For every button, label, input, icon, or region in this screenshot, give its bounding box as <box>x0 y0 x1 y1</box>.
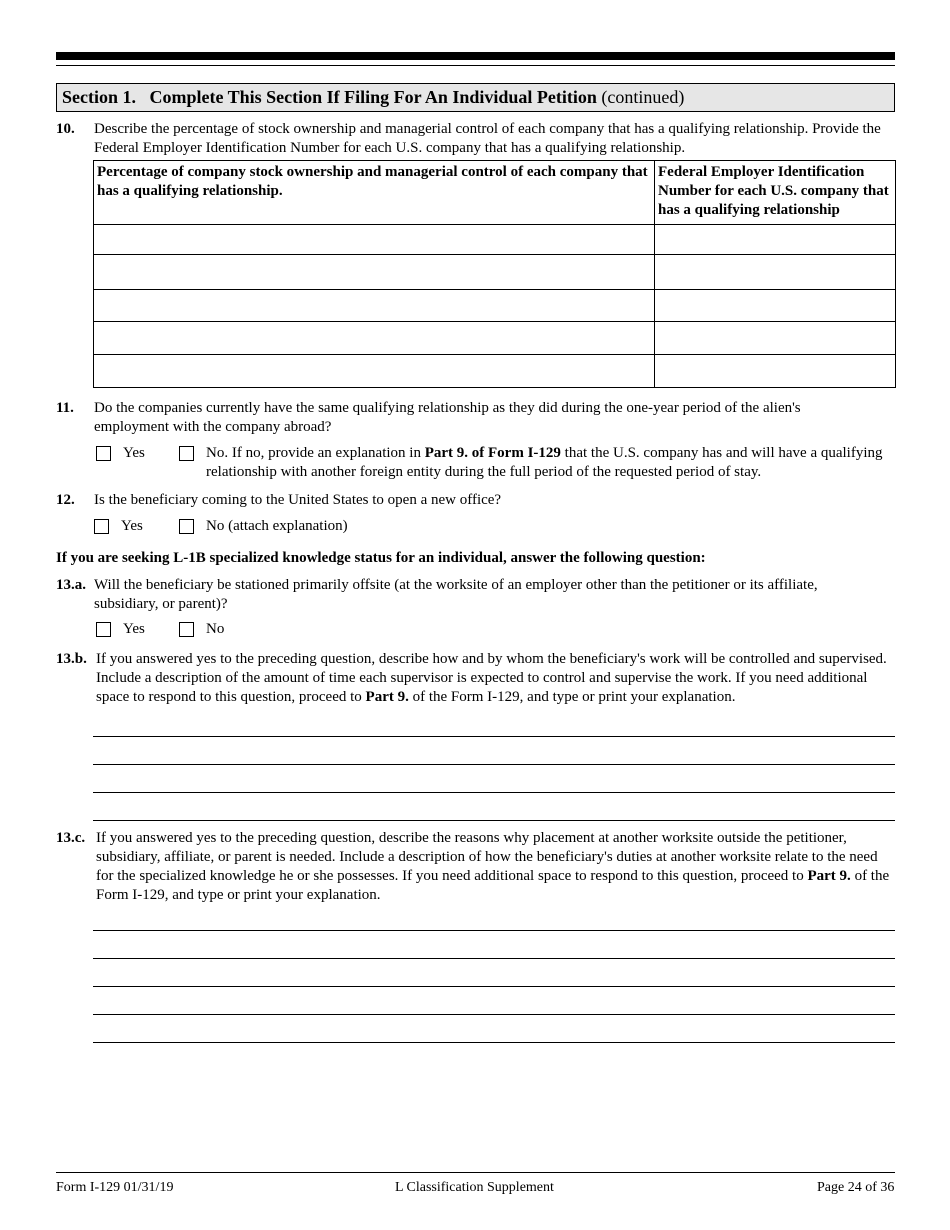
q13c-answer-line[interactable] <box>93 1014 895 1015</box>
q12-yes-checkbox[interactable] <box>94 519 109 534</box>
q11-no-checkbox[interactable] <box>179 446 194 461</box>
q11-part9-ref: Part 9. of Form I-129 <box>424 445 561 461</box>
q13a-number: 13.a. <box>56 577 86 593</box>
fein-input[interactable] <box>655 322 895 354</box>
q12-no-checkbox[interactable] <box>179 519 194 534</box>
table-header-row <box>94 161 896 225</box>
q13b-answer-line[interactable] <box>93 792 895 793</box>
q13c-text <box>96 829 894 905</box>
q11-no-label <box>206 444 896 482</box>
q13b-text <box>96 650 894 707</box>
table-row <box>94 290 896 322</box>
q13a-no-label: No <box>206 621 225 637</box>
top-thin-rule <box>56 65 895 66</box>
table-row <box>94 355 896 388</box>
q11-text: Do the companies currently have the same qualifying relationship as they did during the one-year period of the alien's employment with the company abroad? <box>94 400 801 435</box>
q13c-answer-line[interactable] <box>93 986 895 987</box>
q10-text: Describe the percentage of stock ownership and managerial control of each company that has a qualifying relationship. Provide the Federal Employer Identification Number for each U.S. company that has a qualifying relationship. <box>94 121 881 156</box>
ownership-input[interactable] <box>94 322 654 354</box>
q11-number: 11. <box>56 400 74 416</box>
ownership-input[interactable] <box>94 255 654 289</box>
q13c-number: 13.c. <box>56 830 86 846</box>
ownership-input[interactable] <box>94 225 654 254</box>
q13c-answer-line[interactable] <box>93 930 895 931</box>
q13c-part9-ref: Part 9. <box>807 868 851 884</box>
q13c-text-rest: of the Form I-129, and type or print your explanation. <box>96 868 890 903</box>
ownership-input[interactable] <box>94 290 654 321</box>
fein-column-header: Federal Employer Identification Number for each U.S. company that has a qualifying relationship <box>655 161 896 225</box>
ownership-table <box>93 160 896 388</box>
q13a-yes-checkbox[interactable] <box>96 622 111 637</box>
fein-input[interactable] <box>655 225 895 254</box>
section-title: Complete This Section If Filing For An Individual Petition <box>149 87 597 107</box>
q13b-answer-line[interactable] <box>93 764 895 765</box>
table-row <box>94 255 896 290</box>
footer-page-number: Page 24 of 36 <box>817 1180 895 1195</box>
q10-number: 10. <box>56 121 75 137</box>
q13b-answer-line[interactable] <box>93 820 895 821</box>
q11-yes-label: Yes <box>123 445 145 461</box>
q13a-no-checkbox[interactable] <box>179 622 194 637</box>
footer-form-id: Form I-129 01/31/19 <box>56 1180 174 1195</box>
fein-input[interactable] <box>655 355 895 387</box>
section-suffix: (continued) <box>601 87 685 107</box>
q13c-answer-line[interactable] <box>93 958 895 959</box>
q13b-text-rest: of the Form I-129, and type or print your explanation. <box>408 689 736 705</box>
q12-yes-label: Yes <box>121 518 143 534</box>
q13a-yes-label: Yes <box>123 621 145 637</box>
l1b-heading: If you are seeking L-1B specialized knowledge status for an individual, answer the following question: <box>56 550 706 566</box>
q11-no-label-rest: that the U.S. company has and will have a qualifying relationship with another foreign entity during the full period of the requested period of stay. <box>206 445 883 480</box>
q11-no-label-text: No. If no, provide an explanation in <box>206 445 425 461</box>
ownership-input[interactable] <box>94 355 654 387</box>
q13c-text-main: If you answered yes to the preceding question, describe the reasons why placement at another worksite outside the petitioner, subsidiary, affiliate, or parent is needed. Include a description of how the beneficiary's duties at another worksite relate to the need for the specialized knowledge he or she possesses. If you need additional space to respond to this question, proceed to <box>96 830 878 884</box>
q13b-part9-ref: Part 9. <box>365 689 409 705</box>
q12-number: 12. <box>56 492 75 508</box>
section-header <box>56 83 895 112</box>
q12-text: Is the beneficiary coming to the United States to open a new office? <box>94 492 502 508</box>
q11-yes-checkbox[interactable] <box>96 446 111 461</box>
top-thick-rule <box>56 52 895 60</box>
footer-rule <box>56 1172 895 1173</box>
q12-no-label: No (attach explanation) <box>206 518 348 534</box>
q13b-answer-line[interactable] <box>93 736 895 737</box>
q13b-text-main: If you answered yes to the preceding question, describe how and by whom the beneficiary's work will be controlled and supervised. Include a description of the amount of time each supervisor is expected to control and supervise the work. If you need additional space to respond to this question, proceed to <box>96 651 887 705</box>
ownership-column-header: Percentage of company stock ownership and managerial control of each company that has a qualifying relationship. <box>94 161 655 225</box>
table-row <box>94 225 896 255</box>
table-row <box>94 322 896 355</box>
section-number: Section 1. <box>62 87 136 107</box>
fein-input[interactable] <box>655 290 895 321</box>
q13b-number: 13.b. <box>56 651 87 667</box>
q13c-answer-line[interactable] <box>93 1042 895 1043</box>
footer-supplement: L Classification Supplement <box>395 1180 554 1195</box>
q13a-text: Will the beneficiary be stationed primarily offsite (at the worksite of an employer other than the petitioner or its affiliate, subsidiary, or parent)? <box>94 577 818 612</box>
fein-input[interactable] <box>655 255 895 289</box>
